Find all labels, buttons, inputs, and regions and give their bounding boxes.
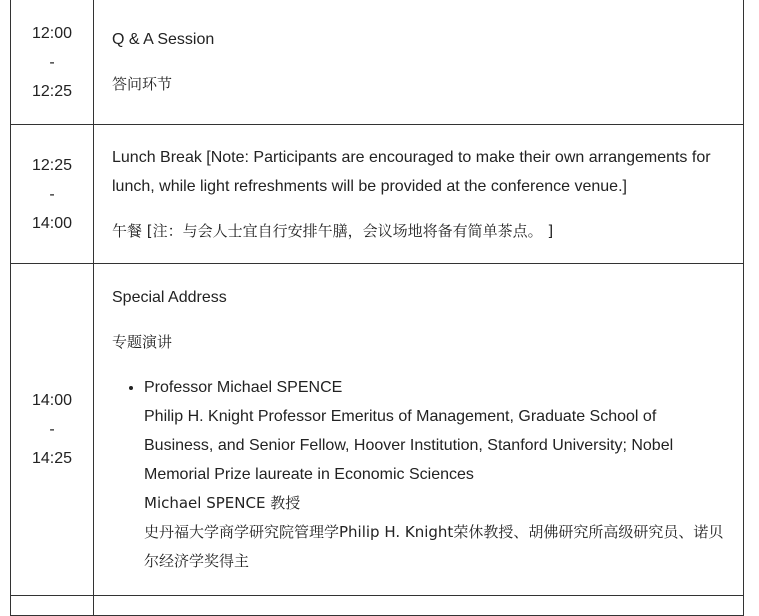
- schedule-row-next: [11, 596, 744, 616]
- time-start: 12:00: [31, 24, 73, 42]
- time-cell: [11, 264, 94, 596]
- schedule-row-lunch: [11, 125, 744, 264]
- session-content: [94, 125, 744, 264]
- speaker-item: [144, 373, 725, 576]
- session-title-en: Lunch Break [Note: Participants are encouraged to make their own arrangements for lunch, while light refreshments will be provided at the conference venue.]: [112, 148, 711, 195]
- time-separator: -: [49, 53, 55, 71]
- session-content: [94, 264, 744, 596]
- session-title-en: Q & A Session: [112, 31, 215, 48]
- time-end: 14:00: [31, 214, 73, 232]
- time-start: 14:00: [31, 392, 73, 409]
- schedule-row-qa: [11, 0, 744, 125]
- time-separator: -: [49, 421, 55, 438]
- schedule-row-special-address: [11, 264, 744, 596]
- session-content: [94, 0, 744, 125]
- session-title-zh: 午餐 [注：与会人士宜自行安排午膳，会议场地将备有简单茶点。 ]: [112, 221, 554, 240]
- time-end: 12:25: [31, 82, 73, 100]
- time-start: 12:25: [31, 156, 73, 174]
- speaker-list: [112, 373, 725, 576]
- time-separator: -: [49, 185, 55, 203]
- session-content: [94, 596, 744, 616]
- session-title-en: Special Address: [112, 289, 227, 306]
- time-cell: [11, 125, 94, 264]
- speaker-affiliation-en: Philip H. Knight Professor Emeritus of Management, Graduate School of Business, and Senior Fellow, Hoover Institution, Stanford University; Nobel Memorial Prize laureate in Economic Sciences: [144, 408, 674, 483]
- time-end: 14:25: [31, 450, 73, 467]
- session-title-zh: 专题演讲: [112, 333, 173, 351]
- speaker-affiliation-zh: 史丹福大学商学研究院管理学Philip H. Knight荣休教授、胡佛研究所高级研究员、诺贝尔经济学奖得主: [144, 523, 724, 570]
- time-cell: [11, 596, 94, 616]
- session-title-zh: 答问环节: [112, 75, 173, 93]
- speaker-name-zh: Michael SPENCE 教授: [144, 494, 301, 512]
- schedule-table: [10, 0, 744, 616]
- time-cell: [11, 0, 94, 125]
- speaker-name-en: • Professor Michael SPENCE: [144, 379, 343, 396]
